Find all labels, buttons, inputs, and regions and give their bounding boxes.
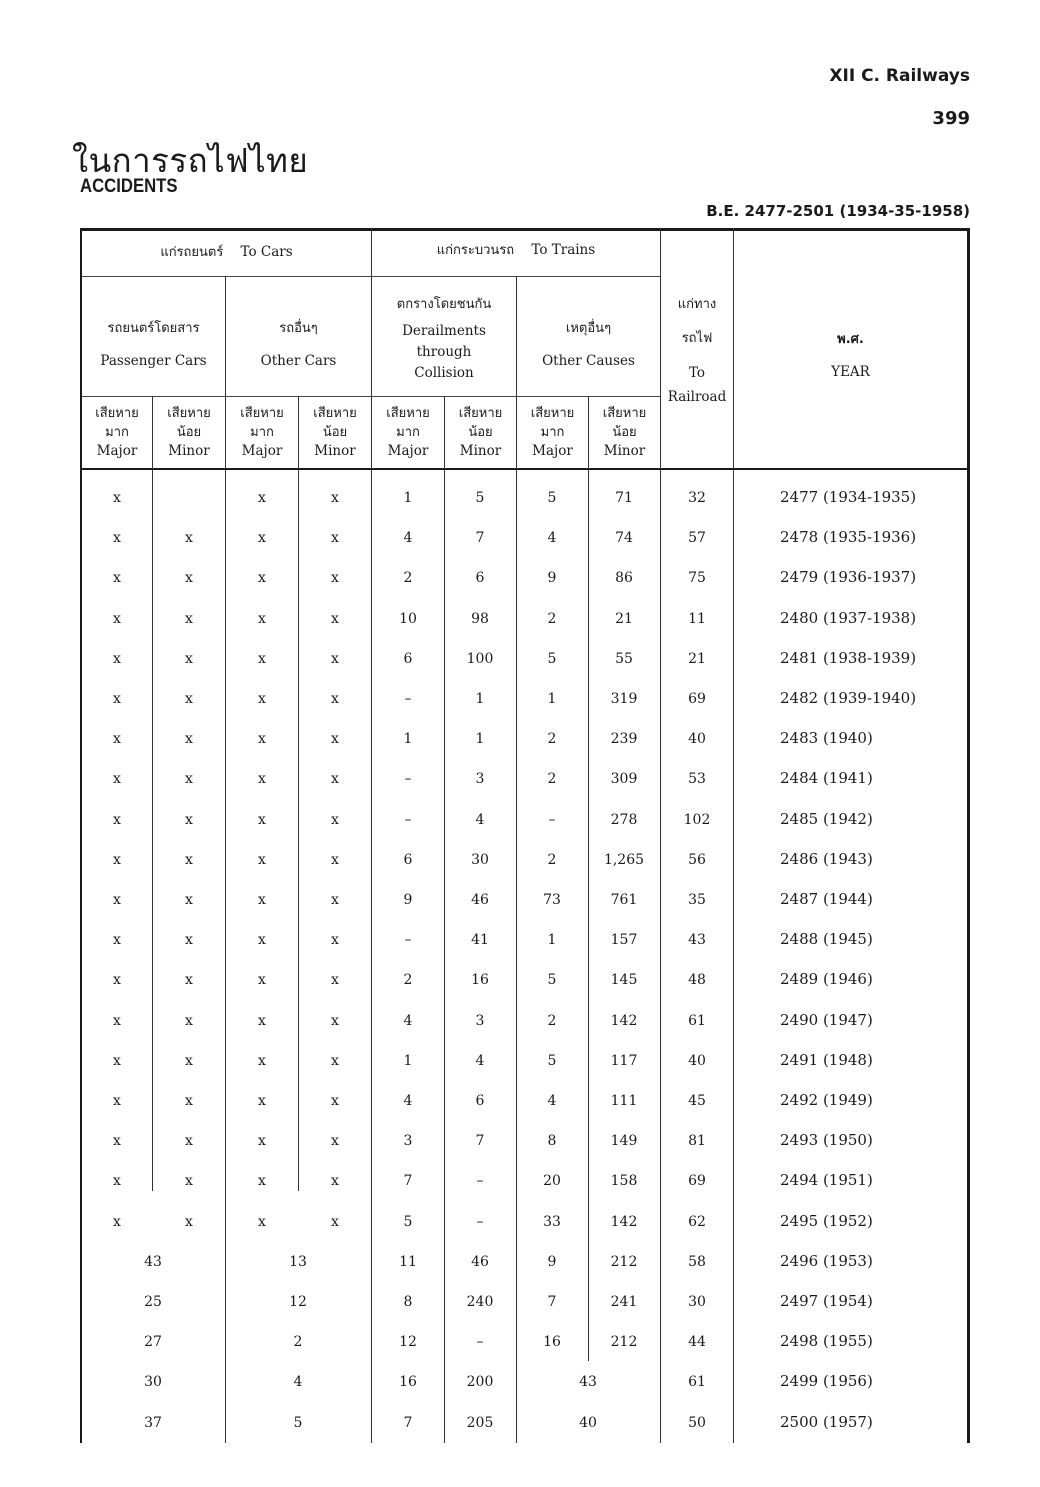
- table-cell-pc-minor: x: [185, 851, 193, 868]
- table-cell-year: 2498 (1955): [780, 1332, 873, 1351]
- header-major: เสียหาย มาก Major: [240, 406, 284, 459]
- table-cell-ot-minor: 55: [615, 650, 633, 667]
- table-cell-dr-major: 3: [403, 1133, 413, 1150]
- table-cell-oc-minor: x: [331, 932, 339, 949]
- table-cell-dr-minor: 7: [475, 1133, 485, 1150]
- table-cell-ot-minor: 145: [610, 972, 638, 989]
- table-cell-ot-major: 5: [547, 490, 557, 506]
- table-cell-year: 2483 (1940): [780, 729, 873, 748]
- table-cell-dr-minor: 5: [475, 490, 485, 506]
- table-cell-dr-minor: 4: [475, 811, 485, 828]
- table-cell-year: 2499 (1956): [780, 1372, 873, 1391]
- table-cell-ot-major: 5: [547, 1052, 557, 1069]
- header-minor: เสียหาย น้อย Minor: [602, 406, 647, 459]
- table-cell-pc-major: x: [113, 892, 121, 908]
- table-cell-oc-major: x: [258, 972, 266, 989]
- table-cell-ot-major: 2: [547, 851, 557, 868]
- table-top-rule: [80, 228, 970, 231]
- col-line: [152, 396, 153, 1191]
- table-cell-dr-major: 2: [403, 570, 413, 587]
- table-cell-oc-minor: x: [331, 1213, 339, 1230]
- rule-under-header: [80, 468, 970, 470]
- table-cell-pc-major: x: [113, 731, 121, 748]
- table-cell-ot-major: 5: [547, 972, 557, 989]
- table-cell-dr-minor: 200: [466, 1374, 494, 1391]
- table-cell-dr-major: 1: [403, 731, 413, 748]
- header-year: พ.ศ. YEAR: [831, 332, 870, 380]
- table-cell-oc-minor: x: [331, 490, 339, 506]
- table-cell-pc-minor: x: [185, 811, 193, 828]
- header-other-cars: รถอื่นๆ Other Cars: [260, 321, 337, 369]
- col-line: [298, 396, 299, 1191]
- table-cell-oc-minor: x: [331, 851, 339, 868]
- table-cell-oc-minor: x: [331, 771, 339, 788]
- table-cell-ot-minor: 239: [610, 731, 638, 748]
- table-cell-pc-minor: x: [185, 610, 193, 627]
- table-cell-ot-minor: 1,265: [603, 851, 645, 868]
- table-cell-oc-total: 12: [289, 1294, 307, 1310]
- table-cell-dr-minor: –: [476, 1334, 484, 1351]
- col-line: [733, 228, 734, 1443]
- table-cell-year: 2481 (1938-1939): [780, 648, 917, 667]
- table-cell-pc-minor: x: [185, 972, 193, 989]
- table-cell-pc-major: x: [113, 1012, 121, 1029]
- table-cell-pc-minor: x: [185, 731, 193, 748]
- table-cell-year: 2485 (1942): [780, 809, 873, 828]
- table-cell-dr-major: 10: [399, 610, 417, 627]
- header-other-causes: เหตุอื่นๆ Other Causes: [542, 321, 635, 369]
- table-cell-dr-minor: 1: [475, 691, 485, 707]
- table-cell-railroad: 32: [688, 490, 706, 506]
- table-cell-ot-minor: 142: [610, 1213, 638, 1230]
- table-cell-year: 2491 (1948): [780, 1050, 873, 1069]
- table-cell-ot-minor: 309: [610, 771, 638, 788]
- rule-under-group: [80, 276, 660, 277]
- table-cell-year: 2493 (1950): [780, 1131, 873, 1150]
- table-cell-dr-major: 7: [403, 1414, 413, 1431]
- table-cell-oc-minor: x: [331, 1012, 339, 1029]
- table-cell-pc-minor: x: [185, 1012, 193, 1029]
- table-cell-year: 2480 (1937-1938): [780, 608, 917, 627]
- table-cell-railroad: 21: [688, 650, 706, 667]
- table-cell-pc-total: 27: [144, 1334, 162, 1351]
- table-cell-railroad: 40: [688, 1052, 706, 1069]
- header-derailments: ตกรางโดยชนกัน Derailments through Collision: [396, 297, 492, 381]
- table-cell-year: 2495 (1952): [780, 1211, 873, 1230]
- table-cell-dr-major: 6: [403, 851, 413, 868]
- table-cell-oc-minor: x: [331, 650, 339, 667]
- table-cell-ot-minor: 158: [610, 1173, 638, 1190]
- table-cell-ot-total: 43: [579, 1374, 597, 1391]
- table-cell-pc-major: x: [113, 811, 121, 828]
- table-cell-year: 2484 (1941): [780, 769, 873, 788]
- table-cell-oc-major: x: [258, 932, 266, 949]
- table-cell-ot-minor: 86: [615, 570, 633, 587]
- header-minor: เสียหาย น้อย Minor: [313, 406, 357, 459]
- table-cell-pc-minor: x: [185, 1213, 193, 1230]
- table-cell-ot-major: 7: [547, 1294, 557, 1310]
- table-cell-ot-minor: 71: [615, 490, 633, 506]
- table-cell-oc-major: x: [258, 1173, 266, 1190]
- table-cell-railroad: 57: [688, 530, 706, 547]
- table-cell-year: 2492 (1949): [780, 1091, 873, 1109]
- table-cell-pc-major: x: [113, 851, 121, 868]
- table-cell-oc-minor: x: [331, 570, 339, 587]
- header-major: เสียหาย มาก Major: [95, 406, 139, 459]
- table-cell-oc-minor: x: [331, 530, 339, 547]
- table-cell-pc-major: x: [113, 972, 121, 989]
- table-cell-ot-minor: 212: [610, 1253, 638, 1270]
- table-cell-oc-major: x: [258, 610, 266, 627]
- header-to-trains: แก่กระบวนรถ To Trains: [436, 242, 596, 258]
- table-cell-ot-minor: 21: [615, 610, 633, 627]
- header-minor: เสียหาย น้อย Minor: [458, 406, 503, 459]
- table-cell-ot-major: 1: [547, 691, 557, 707]
- table-cell-railroad: 11: [688, 610, 706, 627]
- table-cell-railroad: 102: [683, 811, 711, 828]
- table-cell-pc-major: x: [113, 1133, 121, 1150]
- table-cell-oc-minor: x: [331, 892, 339, 908]
- table-cell-pc-major: x: [113, 610, 121, 627]
- table-cell-dr-minor: 3: [475, 1012, 485, 1029]
- header-major: เสียหาย มาก Major: [386, 406, 430, 459]
- table-cell-dr-minor: 1: [475, 731, 485, 748]
- table-cell-ot-major: 20: [543, 1173, 561, 1190]
- table-cell-ot-minor: 212: [610, 1334, 638, 1351]
- table-cell-ot-major: 33: [543, 1213, 561, 1230]
- table-cell-pc-major: x: [113, 650, 121, 667]
- table-cell-ot-major: 9: [547, 570, 557, 587]
- table-cell-dr-major: 4: [403, 530, 413, 547]
- table-cell-year: 2494 (1951): [780, 1171, 873, 1190]
- table-cell-year: 2488 (1945): [780, 930, 873, 949]
- section-heading: XII C. Railways: [829, 66, 970, 86]
- table-cell-pc-major: x: [113, 1213, 121, 1230]
- table-cell-dr-minor: 7: [475, 530, 485, 547]
- table-cell-dr-minor: 240: [466, 1294, 494, 1310]
- table-cell-ot-major: 4: [547, 530, 557, 547]
- table-cell-ot-major: 2: [547, 610, 557, 627]
- table-cell-year: 2478 (1935-1936): [780, 528, 917, 547]
- table-cell-ot-minor: 157: [610, 932, 638, 949]
- table-cell-oc-major: x: [258, 851, 266, 868]
- table-cell-oc-major: x: [258, 530, 266, 547]
- table-cell-dr-major: 2: [403, 972, 413, 989]
- table-cell-pc-minor: x: [185, 691, 193, 707]
- table-cell-pc-minor: x: [185, 530, 193, 547]
- table-cell-railroad: 50: [688, 1414, 706, 1431]
- table-cell-pc-minor: x: [185, 1052, 193, 1069]
- table-cell-railroad: 61: [688, 1374, 706, 1391]
- table-cell-year: 2487 (1944): [780, 890, 873, 908]
- period-label: B.E. 2477-2501 (1934-35-1958): [706, 202, 970, 220]
- table-cell-pc-major: x: [113, 932, 121, 949]
- header-minor: เสียหาย น้อย Minor: [167, 406, 211, 459]
- title-english: ACCIDENTS: [80, 176, 178, 197]
- table-cell-dr-major: 7: [403, 1173, 413, 1190]
- table-cell-year: 2479 (1936-1937): [780, 568, 917, 587]
- table-cell-dr-major: 1: [403, 490, 413, 506]
- table-cell-ot-major: 8: [547, 1133, 557, 1150]
- table-cell-railroad: 40: [688, 731, 706, 748]
- table-cell-ot-minor: 117: [610, 1052, 638, 1069]
- table-cell-oc-total: 2: [293, 1334, 303, 1351]
- table-cell-oc-minor: x: [331, 1173, 339, 1190]
- table-cell-oc-minor: x: [331, 731, 339, 748]
- table-cell-dr-major: 8: [403, 1294, 413, 1310]
- table-cell-ot-minor: 761: [610, 892, 638, 908]
- header-major: เสียหาย มาก Major: [530, 406, 575, 459]
- table-cell-year: 2497 (1954): [780, 1292, 873, 1310]
- table-cell-dr-minor: 6: [475, 570, 485, 587]
- table-cell-railroad: 53: [688, 771, 706, 788]
- table-cell-dr-major: 1: [403, 1052, 413, 1069]
- table-cell-pc-minor: x: [185, 650, 193, 667]
- table-cell-pc-major: x: [113, 490, 121, 506]
- table-cell-ot-major: 16: [543, 1334, 561, 1351]
- table-cell-oc-total: 5: [293, 1414, 303, 1431]
- table-cell-dr-minor: 46: [471, 1253, 489, 1270]
- rule-under-sub: [80, 396, 660, 397]
- table-cell-railroad: 45: [688, 1093, 706, 1109]
- table-cell-railroad: 62: [688, 1213, 706, 1230]
- table-cell-dr-major: –: [404, 771, 412, 788]
- table-cell-oc-minor: x: [331, 691, 339, 707]
- table-cell-dr-major: 9: [403, 892, 413, 908]
- table-cell-ot-major: 2: [547, 1012, 557, 1029]
- table-cell-pc-major: x: [113, 1093, 121, 1109]
- table-cell-railroad: 35: [688, 892, 706, 908]
- table-cell-year: 2477 (1934-1935): [780, 488, 917, 506]
- table-cell-dr-minor: 4: [475, 1052, 485, 1069]
- table-cell-ot-minor: 278: [610, 811, 638, 828]
- page-number: 399: [932, 108, 970, 129]
- header-passenger-cars: รถยนตร์โดยสาร Passenger Cars: [100, 321, 207, 369]
- table-cell-pc-minor: x: [185, 771, 193, 788]
- col-line: [444, 396, 445, 1443]
- table-cell-dr-major: –: [404, 691, 412, 707]
- table-cell-dr-major: 6: [403, 650, 413, 667]
- table-cell-dr-minor: 3: [475, 771, 485, 788]
- accidents-table: [80, 228, 970, 1443]
- table-cell-dr-major: 5: [403, 1213, 413, 1230]
- table-cell-railroad: 61: [688, 1012, 706, 1029]
- table-cell-dr-minor: –: [476, 1173, 484, 1190]
- table-cell-pc-minor: x: [185, 1093, 193, 1109]
- table-cell-oc-major: x: [258, 811, 266, 828]
- col-line: [588, 396, 589, 1361]
- table-cell-ot-minor: 142: [610, 1012, 638, 1029]
- table-cell-pc-minor: x: [185, 1133, 193, 1150]
- table-cell-dr-minor: 30: [471, 851, 489, 868]
- table-cell-oc-minor: x: [331, 1133, 339, 1150]
- table-cell-dr-major: 4: [403, 1093, 413, 1109]
- table-cell-railroad: 75: [688, 570, 706, 587]
- table-cell-oc-major: x: [258, 1052, 266, 1069]
- header-railroad: แก่ทาง รถไฟ To Railroad: [667, 297, 727, 405]
- table-cell-oc-minor: x: [331, 811, 339, 828]
- table-cell-railroad: 30: [688, 1294, 706, 1310]
- table-cell-pc-minor: x: [185, 892, 193, 908]
- table-right-line: [967, 228, 970, 1443]
- table-cell-ot-total: 40: [579, 1414, 597, 1431]
- table-cell-ot-minor: 241: [610, 1294, 638, 1310]
- table-cell-ot-major: 9: [547, 1253, 557, 1270]
- table-cell-oc-major: x: [258, 771, 266, 788]
- table-cell-pc-total: 37: [144, 1414, 162, 1431]
- table-cell-pc-major: x: [113, 1052, 121, 1069]
- table-cell-pc-minor: x: [185, 570, 193, 587]
- table-cell-ot-minor: 149: [610, 1133, 638, 1150]
- table-cell-dr-minor: 16: [471, 972, 489, 989]
- table-cell-ot-major: 2: [547, 731, 557, 748]
- table-cell-oc-major: x: [258, 650, 266, 667]
- table-cell-oc-major: x: [258, 570, 266, 587]
- table-cell-dr-minor: 98: [471, 610, 489, 627]
- table-cell-oc-major: x: [258, 731, 266, 748]
- table-cell-pc-total: 43: [144, 1253, 162, 1270]
- table-cell-year: 2489 (1946): [780, 970, 873, 989]
- table-cell-ot-minor: 74: [615, 530, 633, 547]
- table-cell-oc-major: x: [258, 892, 266, 908]
- table-cell-pc-major: x: [113, 570, 121, 587]
- table-cell-oc-major: x: [258, 1213, 266, 1230]
- table-cell-ot-minor: 319: [610, 691, 638, 707]
- table-cell-dr-major: 16: [399, 1374, 417, 1391]
- col-line: [660, 228, 661, 1443]
- table-cell-dr-major: –: [404, 811, 412, 828]
- table-cell-dr-minor: 100: [466, 650, 494, 667]
- table-cell-dr-major: 12: [399, 1334, 417, 1351]
- table-cell-railroad: 69: [688, 691, 706, 707]
- table-cell-oc-major: x: [258, 1012, 266, 1029]
- table-cell-year: 2496 (1953): [780, 1251, 873, 1270]
- table-cell-ot-major: 4: [547, 1093, 557, 1109]
- header-to-cars: แก่รถยนตร์ To Cars: [160, 244, 293, 260]
- table-cell-railroad: 69: [688, 1173, 706, 1190]
- table-cell-dr-minor: 6: [475, 1093, 485, 1109]
- table-cell-pc-total: 25: [144, 1294, 162, 1310]
- table-cell-railroad: 56: [688, 851, 706, 868]
- table-cell-dr-minor: 41: [471, 932, 489, 949]
- table-cell-ot-major: 2: [547, 771, 557, 788]
- table-cell-dr-minor: 46: [471, 892, 489, 908]
- table-cell-railroad: 81: [688, 1133, 706, 1150]
- table-cell-oc-minor: x: [331, 972, 339, 989]
- title-thai: ในการรถไฟไทย: [72, 141, 309, 180]
- table-cell-pc-total: 30: [144, 1374, 162, 1391]
- table-cell-oc-major: x: [258, 691, 266, 707]
- table-cell-pc-minor: x: [185, 932, 193, 949]
- table-cell-pc-major: x: [113, 691, 121, 707]
- table-cell-railroad: 48: [688, 972, 706, 989]
- table-cell-oc-minor: x: [331, 1093, 339, 1109]
- table-cell-ot-major: 5: [547, 650, 557, 667]
- table-cell-pc-minor: x: [185, 1173, 193, 1190]
- table-cell-oc-total: 4: [293, 1374, 303, 1391]
- table-cell-pc-major: x: [113, 1173, 121, 1190]
- table-cell-ot-major: 1: [547, 932, 557, 949]
- table-cell-year: 2482 (1939-1940): [780, 689, 917, 707]
- table-cell-oc-major: x: [258, 490, 266, 506]
- table-cell-dr-major: –: [404, 932, 412, 949]
- table-cell-dr-major: 11: [399, 1253, 417, 1270]
- table-cell-ot-major: –: [548, 811, 556, 828]
- table-cell-oc-major: x: [258, 1093, 266, 1109]
- table-cell-pc-major: x: [113, 771, 121, 788]
- table-cell-railroad: 43: [688, 932, 706, 949]
- table-cell-railroad: 44: [688, 1334, 706, 1351]
- table-cell-ot-major: 73: [543, 892, 561, 908]
- table-cell-oc-minor: x: [331, 610, 339, 627]
- table-cell-pc-major: x: [113, 530, 121, 547]
- table-cell-year: 2486 (1943): [780, 849, 873, 868]
- table-cell-dr-major: 4: [403, 1012, 413, 1029]
- table-cell-dr-minor: 205: [466, 1414, 494, 1431]
- table-cell-railroad: 58: [688, 1253, 706, 1270]
- table-cell-oc-major: x: [258, 1133, 266, 1150]
- table-cell-dr-minor: –: [476, 1213, 484, 1230]
- table-cell-year: 2490 (1947): [780, 1010, 873, 1029]
- table-cell-year: 2500 (1957): [780, 1412, 873, 1431]
- table-cell-oc-total: 13: [289, 1253, 307, 1270]
- table-cell-oc-minor: x: [331, 1052, 339, 1069]
- table-cell-ot-minor: 111: [610, 1093, 638, 1109]
